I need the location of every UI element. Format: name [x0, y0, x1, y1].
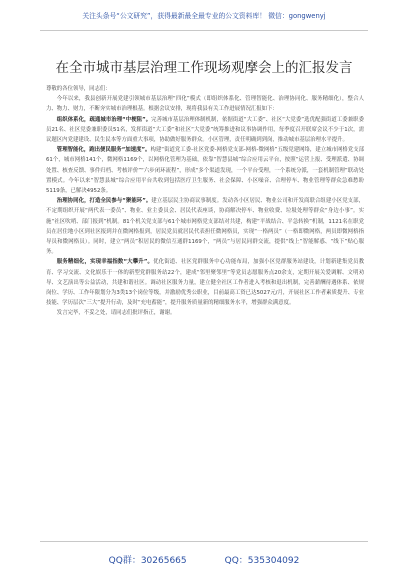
section-heading: 管理智能化，跑出便民服务“加速度”。 [56, 147, 151, 154]
section-heading: 服务精细化，实现幸福指数“大攀升”。 [56, 259, 154, 266]
bottom-divider [40, 541, 368, 542]
section-heading: 治理协同化，打造全民参与“聚能环”。 [56, 198, 152, 205]
section-heading: 组织体系化，疏通城市治理“中梗阻”。 [56, 116, 152, 123]
section-body: 优化街道、社区党群服务中心功能布局，加强小区党群服务站建设，计划新建集党员教育、学习交流、文化娱乐于一体的新型党群服务站22个，建成“邻里聚邻里”等党员志愿服务点20余支，定期开展关爱调解、文明劝导、文艺演出等公益活动，共建和谐社区。调动社区服务力量，建立健全社区工作者进入考核和退出机制，完善薪酬待遇体系、依规岗位、学历、工作年限划分为3类13个岗位等级，并激励优秀公职业，目前最高工资已达5027元/月，开展社区工作者素质提升、专业技能、学历层次“三大”提升行动，及时“充电蓄能”，提升服务质量新的精细服务水平，增强群众满意度。 [46, 259, 364, 307]
page-title: 在全市城市基层治理工作现场观摩会上的汇报发言 [55, 60, 353, 76]
top-divider [40, 30, 368, 31]
section-paragraph [46, 257, 364, 308]
section-body: 建立基层民主协商议事制度。发动各小区居民、物业公司和开发商联合组建小区党支部，不定期组织开展“两代表一委员”、物业、业主委员会、居民代表座谈，协商解决停车、物业收费、垃圾处理等群众“身边小事”。实施“社区吹哨、部门报到”机制。81个机关党支部与61个城市网格党支部结对共建，构建“平战结合、平急转换”机制，1121名在职党员在居住地小区到社区报到并在微网格报到，居民党员就居民代表担任微网格员，实现“一格两员”（一格即微网格，两员即微网格指导员和微网格员）。同时，建立“两员”积居民的微信互通群1169个，“两员”与居民同群交流，提供“线上”智能解惑、“线下”贴心服务。 [46, 198, 364, 256]
section-paragraph [46, 145, 364, 196]
top-banner[interactable] [58, 4, 350, 26]
banner-text: 关注头条号“公文研究”，获得最新最全最专业的公文资料库！ 微信：gongwenyj [82, 12, 326, 20]
section-body: 构建“街道党工委-社区党委-网格党支部-网格-微网格”五级党建网络，建立城市网格党支部61个，城市网格141个，微网格1169个，以网格化管理为基础，依靠“智慧县城”综合应用云平台，按照“运营上报、受理派遣、协调处置、核查反馈、事件归档、考核评价”“六步闭环流程”，形成“多个渠道发现，一个平台受理，一个系统分派，一套机制管理”联动处置模式。今年以来“智慧县城”综合应用平台共收到包括医疗卫生服务、社会保障、小区噪音、合理停车、物业管理等群众急难愁盼5119条，已解决4952条。 [46, 147, 364, 195]
section-paragraph [46, 196, 364, 257]
salutation: 尊敬的各位领导，同志们： [46, 86, 111, 92]
footer-qq-group[interactable]: QQ群：30265665 [108, 555, 187, 566]
closing-paragraph: 发言完毕，不妥之处，请同志们批评指正，谢谢。 [56, 310, 176, 317]
section-body: 完善城市基层治理体制机制，依据街道“大工委”、社区“大党委”选优配强街道工委兼职委员21名、社区党委兼职委员51名，发挥街道“大工委”和社区“大党委”统筹推进和议事协调作用，每季度召开联席会议不少于1次，需议题区内党建建设、民生民本等方面重大事项，协助做好服务群众。小区管理，责任明确到到岗，推动城市基层治理水平提升。 [46, 116, 364, 144]
section-paragraph [46, 115, 364, 146]
intro-paragraph: 今年以来，我县创新开展党建引领城市基层治理“四化”模式（即组织体系化、管理智能化、治理协同化、服务精细化），整合人力、物力、财力，不断夯实城市治理根基。根据会议安排，现将我县有关工作进展情况汇报如下： [46, 96, 364, 113]
footer [40, 548, 368, 570]
document-body [46, 84, 364, 319]
footer-qq[interactable]: QQ：535304092 [224, 555, 300, 566]
